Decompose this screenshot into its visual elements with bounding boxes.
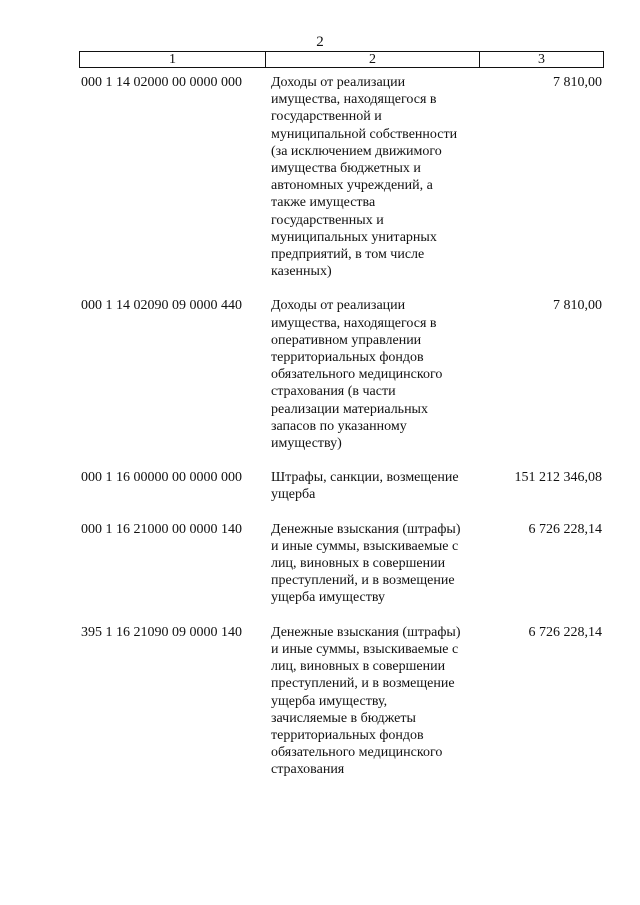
description-line: ущерба имуществу xyxy=(271,590,385,606)
table-row xyxy=(79,469,604,503)
income-description xyxy=(265,74,479,280)
description-line: казенных) xyxy=(271,264,332,280)
description-line: имуществу) xyxy=(271,436,342,452)
description-line: лиц, виновных в совершении xyxy=(271,556,446,572)
budget-code: 000 1 14 02090 09 0000 440 xyxy=(81,298,242,314)
description-line: муниципальной собственности xyxy=(271,126,458,142)
description-line: Денежные взыскания (штрафы) xyxy=(271,521,461,537)
budget-code: 000 1 14 02000 00 0000 000 xyxy=(81,75,242,90)
description-line: зачисляемые в бюджеты xyxy=(271,710,416,726)
header-col-2: 2 xyxy=(266,52,480,67)
description-line: муниципальных унитарных xyxy=(271,229,437,245)
amount: 6 726 228,14 xyxy=(528,624,602,640)
income-description xyxy=(265,624,479,779)
header-col-3: 3 xyxy=(538,52,545,67)
description-line: ущерба имуществу, xyxy=(271,693,388,709)
description-line: (за исключением движимого xyxy=(271,143,442,159)
budget-code: 000 1 16 21000 00 0000 140 xyxy=(81,521,242,537)
header-col-1: 1 xyxy=(80,52,266,67)
description-line: государственных и xyxy=(271,212,384,228)
table-header xyxy=(79,51,604,68)
description-line: автономных учреждений, а xyxy=(271,178,433,194)
amount: 151 212 346,08 xyxy=(514,470,602,486)
budget-code: 395 1 16 21090 09 0000 140 xyxy=(81,624,242,640)
description-line: территориальных фондов xyxy=(271,350,424,366)
table-row xyxy=(79,624,604,779)
budget-code: 000 1 16 00000 00 0000 000 xyxy=(81,470,242,486)
description-line: лиц, виновных в совершении xyxy=(271,659,446,675)
description-line: территориальных фондов xyxy=(271,727,424,743)
description-line: и иные суммы, взыскиваемые с xyxy=(271,538,459,554)
income-description xyxy=(265,469,479,503)
description-line: страхования (в части xyxy=(271,384,396,400)
description-line: предприятий, в том числе xyxy=(271,247,425,263)
description-line: и иные суммы, взыскиваемые с xyxy=(271,641,459,657)
amount: 7 810,00 xyxy=(553,75,602,90)
income-description xyxy=(265,521,479,607)
table-body xyxy=(79,74,604,779)
table-row xyxy=(79,521,604,607)
description-line: Денежные взыскания (штрафы) xyxy=(271,624,461,640)
page-number: 2 xyxy=(316,34,324,50)
description-line: преступлений, и в возмещение xyxy=(271,573,455,589)
amount: 7 810,00 xyxy=(553,298,602,314)
description-line: государственной и xyxy=(271,109,382,125)
description-line: оперативном управлении xyxy=(271,332,422,348)
description-line: запасов по указанному xyxy=(271,418,407,434)
description-line: обязательного медицинского xyxy=(271,367,443,383)
description-line: Штрафы, санкции, возмещение xyxy=(271,470,459,486)
description-line: преступлений, и в возмещение xyxy=(271,676,455,692)
description-line: имущества, находящегося в xyxy=(271,315,437,331)
table-row xyxy=(79,74,604,280)
description-line: также имущества xyxy=(271,195,376,211)
description-line: реализации материальных xyxy=(271,401,428,417)
income-description xyxy=(265,297,479,452)
description-line: обязательного медицинского xyxy=(271,745,443,761)
description-line: Доходы от реализации xyxy=(271,75,406,90)
description-line: Доходы от реализации xyxy=(271,298,406,314)
description-line: имущества, находящегося в xyxy=(271,92,437,108)
table-row xyxy=(79,297,604,452)
amount: 6 726 228,14 xyxy=(528,521,602,537)
description-line: ущерба xyxy=(271,487,316,503)
description-line: страхования xyxy=(271,762,345,778)
description-line: имущества бюджетных и xyxy=(271,161,421,177)
